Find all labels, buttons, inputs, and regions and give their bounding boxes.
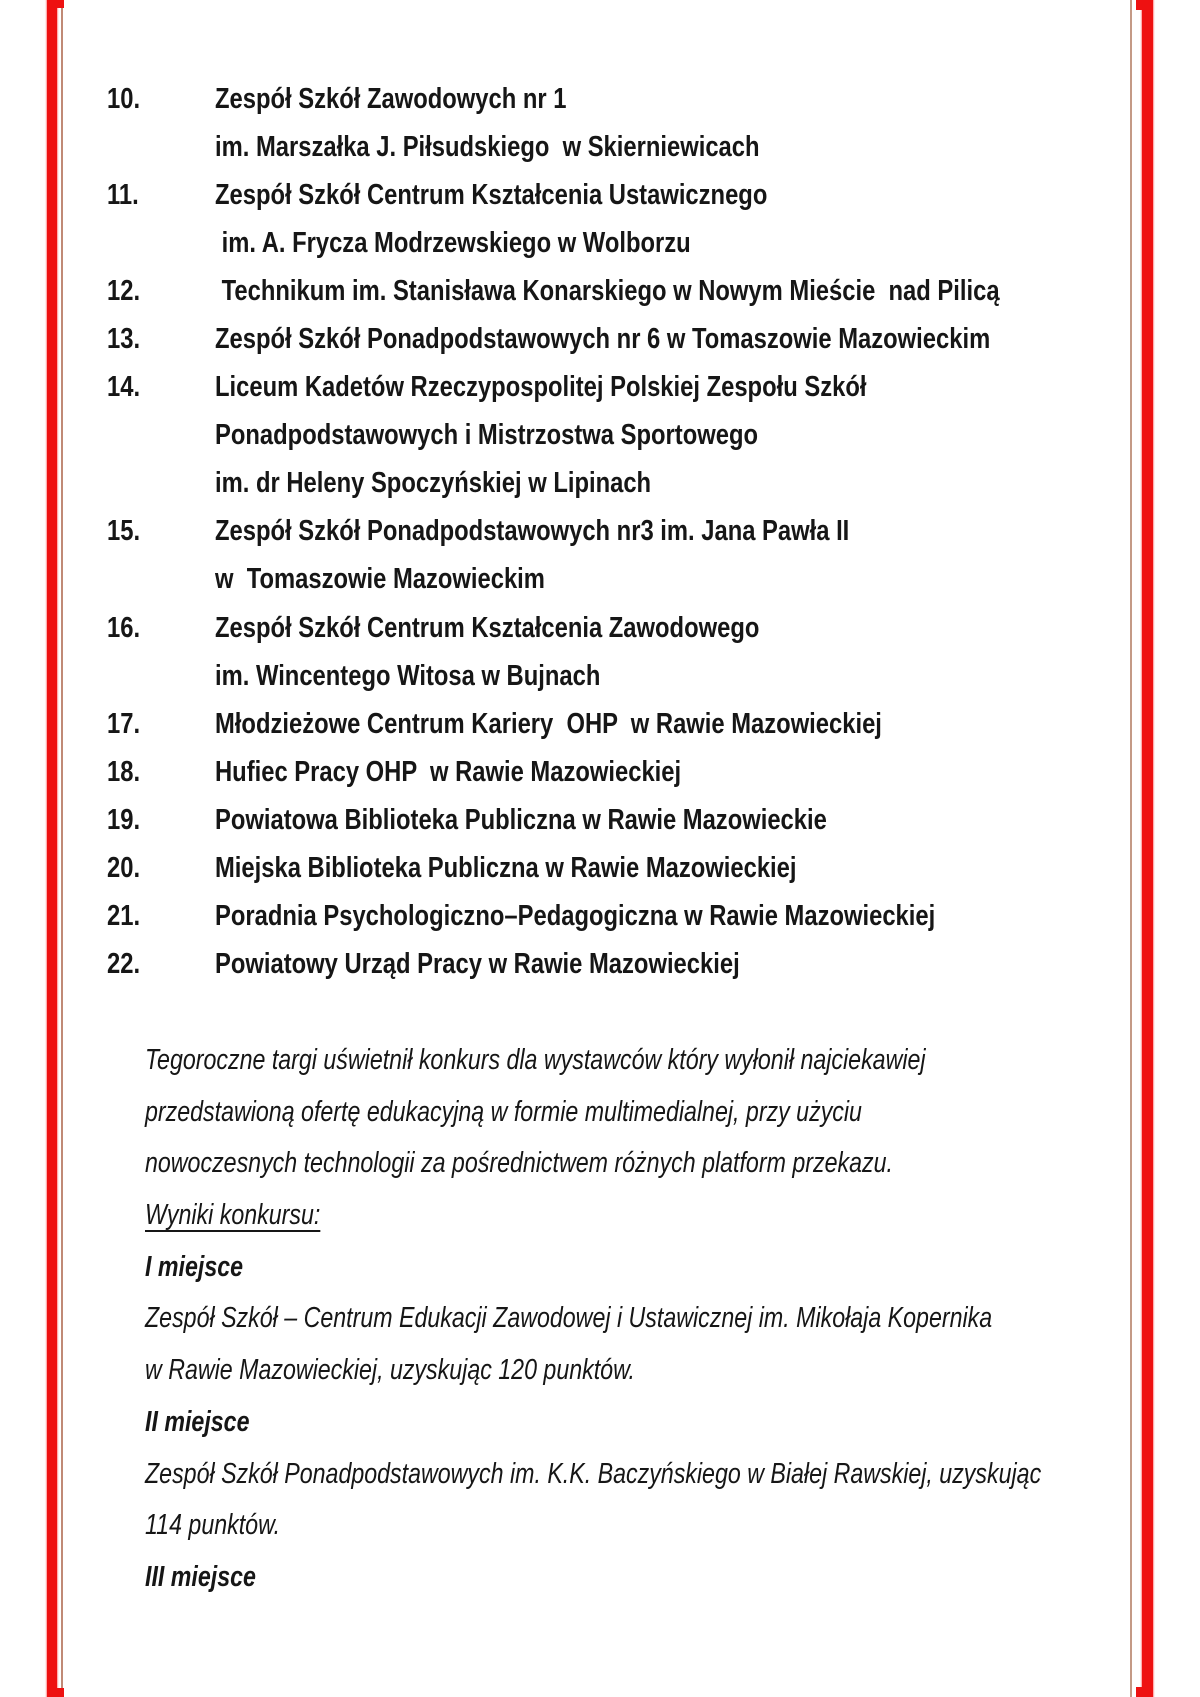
list-item-continuation (0, 459, 1200, 507)
list-item (0, 315, 1200, 363)
list-item (0, 363, 1200, 411)
list-item-continuation (0, 411, 1200, 459)
page-border-corner-top-left (47, 0, 64, 8)
list-item (0, 604, 1200, 652)
list-item (0, 940, 1200, 988)
list-item (0, 700, 1200, 748)
page-border-corner-bottom-left (47, 1688, 64, 1697)
list-item-number: 17. (107, 707, 141, 740)
list-item-text: Powiatowy Urząd Pracy w Rawie Mazowieckiej (215, 947, 740, 980)
contest-place-1-winner (145, 1293, 1145, 1345)
contest-winner-text: 114 punktów. (145, 1509, 281, 1542)
list-item-text: Ponadpodstawowych i Mistrzostwa Sportowego (215, 419, 759, 452)
contest-place-2-winner (145, 1449, 1145, 1501)
list-item-text: Zespół Szkół Zawodowych nr 1 (215, 83, 567, 115)
contest-results-heading (145, 1190, 1145, 1242)
list-item-continuation (0, 652, 1200, 700)
list-item (0, 171, 1200, 219)
list-item-text: Poradnia Psychologiczno–Pedagogiczna w Rawie Mazowieckiej (215, 899, 936, 932)
list-item (0, 748, 1200, 796)
contest-results-heading-text: Wyniki konkursu: (145, 1199, 321, 1232)
list-item-text: Zespół Szkół Centrum Kształcenia Zawodowego (215, 611, 760, 644)
list-item-text: Liceum Kadetów Rzeczypospolitej Polskiej Zespołu Szkół (215, 371, 867, 404)
contest-intro-text: nowoczesnych technologii za pośrednictwem różnych platform przekazu. (145, 1147, 893, 1180)
contest-intro-text: Tegoroczne targi uświetnił konkurs dla wystawców który wyłonił najciekawiej (145, 1044, 926, 1076)
list-item-continuation (0, 123, 1200, 171)
contest-intro-text: przedstawioną ofertę edukacyjną w formie multimedialnej, przy użyciu (145, 1095, 862, 1128)
contest-place-3-label (145, 1552, 1145, 1604)
contest-place-2-winner (145, 1500, 1145, 1552)
contest-intro-line (145, 1138, 1145, 1190)
list-item-text: Miejska Biblioteka Publiczna w Rawie Mazowieckiej (215, 851, 797, 884)
institution-list (0, 75, 1200, 988)
contest-section (145, 1035, 1145, 1604)
list-item (0, 267, 1200, 315)
contest-winner-text: Zespół Szkół Ponadpodstawowych im. K.K. Baczyńskiego w Białej Rawskiej, uzyskując (145, 1457, 1042, 1490)
list-item-number: 22. (107, 947, 141, 980)
list-item-text: Zespół Szkół Ponadpodstawowych nr 6 w Tomaszowie Mazowieckim (215, 323, 991, 356)
list-item (0, 796, 1200, 844)
list-item-number: 14. (107, 371, 141, 404)
contest-place-label-text: III miejsce (145, 1560, 256, 1593)
list-item-number: 10. (107, 83, 141, 115)
list-item-number: 11. (107, 179, 139, 212)
list-item-text: im. Marszałka J. Piłsudskiego w Skierniewicach (215, 131, 760, 164)
list-item-text: Hufiec Pracy OHP w Rawie Mazowieckiej (215, 755, 682, 788)
contest-place-1-label (145, 1242, 1145, 1294)
contest-winner-text: Zespół Szkół – Centrum Edukacji Zawodowej i Ustawicznej im. Mikołaja Kopernika (145, 1302, 993, 1335)
list-item-text: im. Wincentego Witosa w Bujnach (215, 659, 601, 692)
page-border-corner-bottom-right (1136, 1687, 1153, 1697)
contest-winner-text: w Rawie Mazowieckiej, uzyskując 120 punktów. (145, 1354, 635, 1387)
list-item-number: 18. (107, 755, 141, 788)
contest-intro-line (145, 1087, 1145, 1139)
list-item-continuation (0, 219, 1200, 267)
list-item-text: im. dr Heleny Spoczyńskiej w Lipinach (215, 467, 652, 500)
list-item-text: Zespół Szkół Centrum Kształcenia Ustawicznego (215, 179, 768, 212)
contest-place-2-label (145, 1397, 1145, 1449)
list-item (0, 892, 1200, 940)
list-item-text: Powiatowa Biblioteka Publiczna w Rawie Mazowieckie (215, 803, 827, 836)
list-item-number: 12. (107, 275, 141, 308)
contest-place-1-winner (145, 1345, 1145, 1397)
list-item-text: Młodzieżowe Centrum Kariery OHP w Rawie Mazowieckiej (215, 707, 882, 740)
list-item-text: Zespół Szkół Ponadpodstawowych nr3 im. Jana Pawła II (215, 515, 850, 548)
list-item-number: 21. (107, 899, 141, 932)
contest-intro-line (145, 1035, 1145, 1087)
list-item-number: 16. (107, 611, 141, 644)
list-item-text: im. A. Frycza Modrzewskiego w Wolborzu (215, 227, 691, 260)
list-item-number: 19. (107, 803, 141, 836)
list-item-text: Technikum im. Stanisława Konarskiego w Nowym Mieście nad Pilicą (215, 275, 1000, 308)
list-item (0, 75, 1200, 123)
list-item (0, 507, 1200, 555)
list-item-number: 13. (107, 323, 141, 356)
contest-place-label-text: II miejsce (145, 1405, 250, 1438)
page-border-corner-top-right (1136, 0, 1153, 10)
list-item-continuation (0, 555, 1200, 603)
list-item-number: 20. (107, 851, 141, 884)
list-item (0, 844, 1200, 892)
list-item-number: 15. (107, 515, 141, 548)
list-item-text: w Tomaszowie Mazowieckim (215, 563, 545, 596)
contest-place-label-text: I miejsce (145, 1250, 244, 1283)
